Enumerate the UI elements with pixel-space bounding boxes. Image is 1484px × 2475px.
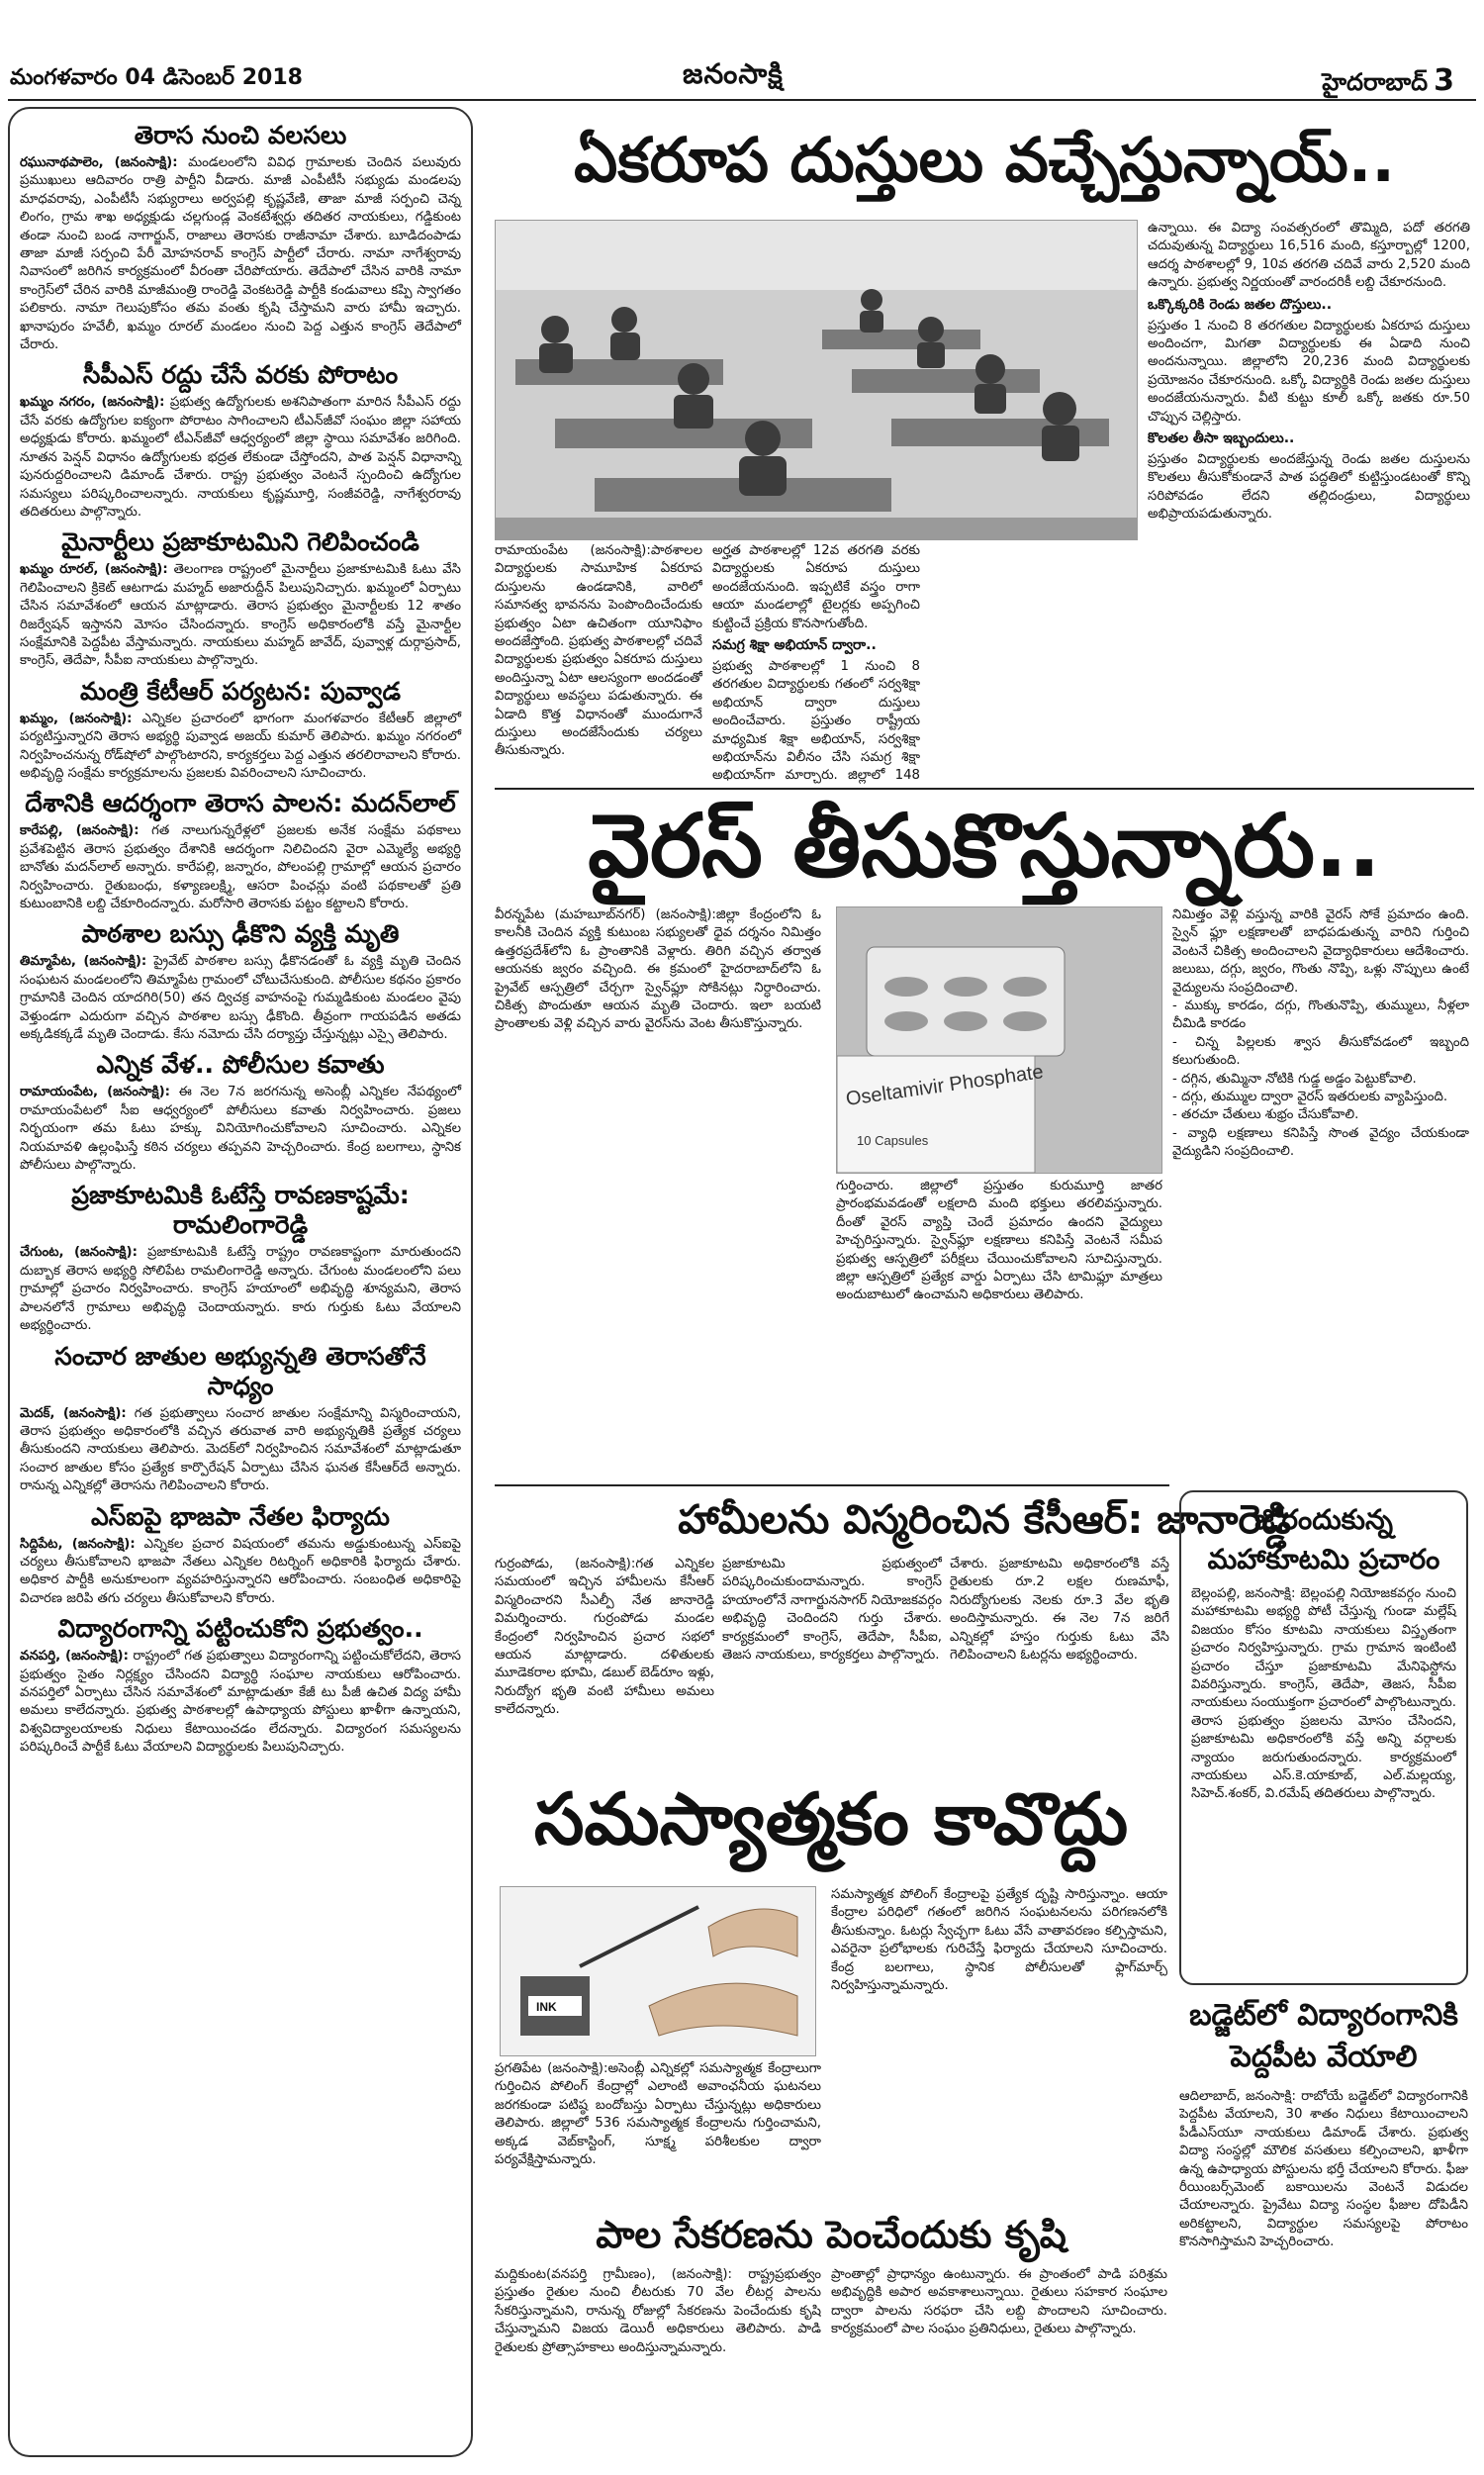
left-story bbox=[20, 789, 461, 913]
janareddy-col-2-text: ప్రజాకూటమి ప్రభుత్వంలో పరిష్కరించుకుందామన్నారు. కాంగ్రెస్ హయాంలోనే నాగార్జునసాగర్ నియోజకవర్గం అభివృద్ధి చెందిందని గుర్తు చేశారు. కార్యక్రమంలో కాంగ్రెస్, తెదేపా, సీపీఐ, తెజస నాయకులు, కార్యకర్తలు పాల్గొన్నారు. bbox=[722, 1557, 942, 1664]
left-story-headline: ఎస్ఐపై భాజపా నేతల ఫిర్యాదు bbox=[91, 1501, 390, 1531]
left-story-dateline: ఖమ్మం, (జనంసాక్షి): bbox=[20, 711, 133, 726]
divider-1 bbox=[495, 788, 1474, 790]
samasyatmakam-col-1-text: ప్రగతిపేట (జనంసాక్షి):అసెంబ్లీ ఎన్నికల్లో సమస్యాత్మక కేంద్రాలుగా గుర్తించిన పోలింగ్ కేంద్రాల్లో ఎలాంటి అవాంఛనీయ ఘటనలు జరగకుండా పటిష్ఠ బందోబస్తు ఏర్పాటు చేస్తున్నట్లు అధికారులు తెలిపారు. జిల్లాలో 536 సమస్యాత్మక కేంద్రాలను గుర్తించామని, అక్కడ వెబ్‌కాస్టింగ్, సూక్ష్మ పరిశీలకుల ద్వారా పర్యవేక్షిస్తామన్నారు. bbox=[495, 2061, 821, 2168]
left-story-dateline: ఖమ్మం రూరల్, (జనంసాక్షి): bbox=[20, 562, 168, 578]
left-story-text bbox=[20, 1405, 461, 1496]
left-story-body: తెలంగాణ రాష్ట్రంలో మైనార్టీలు ప్రజాకూటమికి ఓటు వేసి గెలిపించాలని క్రికెట్ ఆటగాడు మహ్మద్ అజారుద్దీన్ పిలుపునిచ్చారు. ఖమ్మంలో ఏర్పాటు చేసిన సమావేశంలో ఆయన మాట్లాడారు. తెరాస ప్రభుత్వం మైనార్టీలకు 12 శాతం రిజర్వేషన్ ఇస్తానని మోసం చేసిందన్నారు. కాంగ్రెస్ అధికారంలోకి వస్తే మైనార్టీల సంక్షేమానికి పెద్దపీట వేస్తామన్నారు. నాయకులు మహ్మద్ జావేద్, పువ్వాళ్ల దుర్గాప్రసాద్, కాంగ్రెస్, తెదేపా, సీపీఐ నాయకులు పాల్గొన్నారు. bbox=[20, 562, 461, 669]
virus-symptom-item: - వ్యాధి లక్షణాలు కనిపిస్తే సొంత వైద్యం చేయకుండా వైద్యుడిని సంప్రదించాలి. bbox=[1172, 1125, 1469, 1160]
left-story-headline: పాఠశాల బస్సు ఢీకొని వ్యక్తి మృతి bbox=[81, 919, 400, 949]
left-story-headline: తెరాస నుంచి వలసలు bbox=[134, 121, 347, 149]
issue-date: మంగళవారం 04 డిసెంబర్ 2018 bbox=[10, 65, 303, 90]
budget-col bbox=[1179, 2088, 1468, 2458]
drug-label: Oseltamivir Phosphate bbox=[844, 1061, 1045, 1110]
left-story-headline: సీపీఎస్ రద్దు చేసే వరకు పోరాటం bbox=[82, 360, 399, 390]
samasyatmakam-col-2 bbox=[831, 1886, 1167, 2205]
left-story-text bbox=[20, 1084, 461, 1175]
janareddy-col-3 bbox=[950, 1556, 1169, 1763]
milk-col-2-text: ప్రాంతాల్లో ప్రాధాన్యం ఉంటున్నారు. ఈ ప్రాంతంలో పాడి పరిశ్రమ అభివృద్ధికి అపార అవకాశాలున్నాయి. రైతులు సహకార సంఘాల ద్వారా పాలను సరఫరా చేసి లబ్ది పొందాలని సూచించారు. కార్యక్రమంలో పాల సంఘం ప్రతినిధులు, రైతులు పాల్గొన్నారు. bbox=[831, 2267, 1167, 2337]
virus-col-1-text: వీరన్నపేట (మహబూబ్‌నగర్) (జనంసాక్షి):జిల్లా కేంద్రంలోని ఓ కాలనీకి చెందిన వ్యక్తి కుటుంబ సభ్యులతో ధైవ దర్శనం నిమిత్తం ఉత్తరప్రదేశ్‌లోని ఓ ప్రాంతానికి వెళ్లారు. తిరిగి వచ్చిన తర్వాత ఆయనకు జ్వరం వచ్చింది. ఈ క్రమంలో హైదరాబాద్‌లోని ఓ ప్రైవేట్ ఆస్పత్రిలో చేర్చగా స్వైన్‌ఫ్లూ సోకినట్లు నిర్ధారించారు. చికిత్స పొందుతూ ఆయన మృతి చెందారు. ఇలా బయటి ప్రాంతాలకు వెళ్లి వచ్చిన వారు వైరస్‌ను వెంట తీసుకొస్తున్నారు. bbox=[495, 907, 821, 1032]
left-story-text bbox=[20, 822, 461, 913]
oseltamivir-capsules-photo bbox=[836, 906, 1162, 1174]
virus-symptom-list bbox=[1172, 998, 1469, 1162]
left-story bbox=[20, 1181, 461, 1335]
virus-col-3 bbox=[1172, 906, 1469, 1480]
masthead-divider bbox=[8, 99, 1476, 101]
left-story-body: రాష్ట్రంలో గత ప్రభుత్వాలు విద్యారంగాన్ని పట్టించుకోలేదని, తెరాస ప్రభుత్వం సైతం నిర్లక్ష్యం చేసిందని విద్యార్థి సంఘాల నాయకులు ఆరోపించారు. వనపర్తిలో ఏర్పాటు చేసిన సమావేశంలో మాట్లాడుతూ కేజీ టు పీజీ ఉచిత విద్య హామీ అమలు కాలేదన్నారు. ప్రభుత్వ పాఠశాలల్లో ఉపాధ్యాయ పోస్టులు ఖాళీగా ఉన్నాయని, విశ్వవిద్యాలయాలకు నిధులు కేటాయించడం లేదన్నారు. విద్యారంగ సమస్యలను పరిష్కరించే పార్టీకే ఓటు వేయాలని విద్యార్థులకు పిలుపునిచ్చారు. bbox=[20, 1649, 461, 1756]
uniforms-subhead-2: ఒక్కొక్కరికి రెండు జతల దొస్తులు.. bbox=[1148, 296, 1333, 313]
left-news-column bbox=[8, 107, 473, 2457]
milk-col-1 bbox=[495, 2266, 821, 2458]
divider-2 bbox=[495, 1484, 1169, 1486]
left-story-headline: విద్యారంగాన్ని పట్టించుకోని ప్రభుత్వం.. bbox=[57, 1614, 423, 1644]
left-story bbox=[20, 121, 461, 354]
budget-headline: బడ్జెట్‌లో విద్యారంగానికి పెద్దపీట వేయాలి bbox=[1189, 1998, 1458, 2074]
janareddy-col-2 bbox=[722, 1556, 942, 1763]
left-story-text bbox=[20, 711, 461, 784]
left-story-headline: మంత్రి కేటీఆర్ పర్యటన: పువ్వాడ bbox=[80, 676, 401, 706]
city-name: హైదరాబాద్ bbox=[1322, 68, 1429, 96]
mahakutami-text: బెల్లంపల్లి, జనంసాక్షి: బెల్లంపల్లి నియోజకవర్గం నుంచి మహాకూటమి అభ్యర్థి పోటీ చేస్తున్న గుండా మల్లేష్ విజయం కోసం కూటమి నాయకులు విస్తృతంగా ప్రచారం నిర్వహిస్తున్నారు. గ్రామ గ్రామాన ఇంటింటి ప్రచారం చేస్తూ ప్రజాకూటమి మేనిఫెస్టోను వివరిస్తున్నారు. కాంగ్రెస్, తెదేపా, తెజస, సీపీఐ నాయకులు సంయుక్తంగా ప్రచారంలో పాల్గొంటున్నారు. తెరాస ప్రభుత్వం ప్రజలను మోసం చేసిందని, ప్రజాకూటమి అధికారంలోకి వస్తే అన్ని వర్గాలకు న్యాయం జరుగుతుందన్నారు. కార్యక్రమంలో నాయకులు ఎస్.కె.యాకూబ్, ఎల్.మల్లయ్య, సిహెచ్.శంకర్, వి.రమేష్ తదితరులు పాల్గొన్నారు. bbox=[1191, 1586, 1456, 1802]
mahakutami-box bbox=[1179, 1490, 1468, 1985]
left-story bbox=[20, 677, 461, 784]
left-story-dateline: ఖమ్మం నగరం, (జనంసాక్షి): bbox=[20, 395, 165, 411]
virus-col-2-text: గుర్తించారు. జిల్లాలో ప్రస్తుతం కురుమూర్తి జాతర ప్రారంభమవడంతో లక్షలాది మంది భక్తులు తరలివస్తున్నారు. దీంతో వైరస్ వ్యాప్తి చెందే ప్రమాదం ఉందని వైద్యులు హెచ్చరిస్తున్నారు. స్వైన్‌ఫ్లూ లక్షణాలు కనిపిస్తే వెంటనే సమీప ప్రభుత్వ ఆస్పత్రిలో పరీక్షలు చేయించుకోవాలని సూచిస్తున్నారు. జిల్లా ఆస్పత్రిలో ప్రత్యేక వార్డు ఏర్పాటు చేసి టామిఫ్లూ మాత్రలు అందుబాటులో ఉంచామని అధికారులు తెలిపారు. bbox=[836, 1179, 1162, 1303]
virus-symptom-item: - తరచూ చేతులు శుభ్రం చేసుకోవాలి. bbox=[1172, 1107, 1359, 1123]
left-story-body: ఎన్నికల ప్రచారంలో భాగంగా మంగళవారం కేటీఆర్ జిల్లాలో పర్యటిస్తున్నారని తెరాస అభ్యర్థి పువ్వాడ అజయ్ కుమార్ తెలిపారు. ఖమ్మం నగరంలో నిర్వహించనున్న రోడ్‌షోలో పాల్గొంటారని, కార్యకర్తలు పెద్ద ఎత్తున తరలిరావాలని కోరారు. అభివృద్ధి సంక్షేమ కార్యక్రమాలను ప్రజలకు వివరించాలని సూచించారు. bbox=[20, 711, 461, 781]
left-story bbox=[20, 1050, 461, 1175]
classroom-students-photo bbox=[495, 220, 1138, 540]
milk-col-2 bbox=[831, 2266, 1167, 2458]
left-story bbox=[20, 1342, 461, 1496]
virus-headline: వైరస్ తీసుకొస్తున్నారు.. bbox=[588, 795, 1381, 897]
left-story-text bbox=[20, 154, 461, 354]
uniforms-col-3 bbox=[1148, 220, 1470, 784]
left-story-headline: మైనార్టీలు ప్రజాకూటమిని గెలిపించండి bbox=[61, 527, 419, 557]
left-story-text bbox=[20, 1244, 461, 1335]
uniforms-col-3c-text: ప్రస్తుతం విద్యార్థులకు అందజేస్తున్న రెండు జతల దుస్తులను కొలతలు తీసుకోకుండానే పాత పద్ధతిలో కుట్టిస్తుండటంతో కొన్ని సరిపోవడం లేదని తల్లిదండ్రులు, విద్యార్థులు అభిప్రాయపడుతున్నారు. bbox=[1148, 452, 1470, 523]
left-story-body: ప్రజాకూటమికి ఓటేస్తే రాష్ట్రం రావణకాష్టంగా మారుతుందని దుబ్బాక తెరాస అభ్యర్థి సోలిపేట రామలింగారెడ్డి అన్నారు. చేగుంట మండలంలోని పలు గ్రామాల్లో ప్రచారం నిర్వహించారు. కాంగ్రెస్ హయాంలో అభివృద్ధి శూన్యమని, తెరాస పాలనలోనే గ్రామాలు అభివృద్ధి చెందాయన్నారు. కారు గుర్తుకు ఓటు వేయాలని అభ్యర్థించారు. bbox=[20, 1245, 461, 1334]
left-story-dateline: వనపర్తి, (జనంసాక్షి): bbox=[20, 1649, 129, 1665]
left-story-text bbox=[20, 953, 461, 1044]
janareddy-col-1-text: గుర్రంపోడు, (జనంసాక్షి):గత ఎన్నికల సమయంలో ఇచ్చిన హామీలను కేసీఆర్ విస్మరించారని సీఎల్పీ నేత జానారెడ్డి విమర్శించారు. గుర్రంపోడు మండల కేంద్రంలో నిర్వహించిన ప్రచార సభలో ఆయన మాట్లాడారు. దళితులకు మూడెకరాల భూమి, డబుల్ బెడ్‌రూం ఇళ్లు, నిరుద్యోగ భృతి వంటి హామీలు అమలు కాలేదన్నారు. bbox=[495, 1557, 714, 1718]
left-story-body: గత నాలుగున్నరేళ్లలో ప్రజలకు అనేక సంక్షేమ పథకాలు ప్రవేశపెట్టిన తెరాస ప్రభుత్వం దేశానికి ఆదర్శంగా నిలిచిందని వైరా ఎమ్మెల్యే అభ్యర్థి బానోతు మదన్‌లాల్ అన్నారు. కారేపల్లి, జన్నారం, పోలంపల్లి గ్రామాల్లో ఆయన ప్రచారం నిర్వహించారు. రైతుబంధు, కళ్యాణలక్ష్మి, ఆసరా పింఛన్లు వంటి పథకాలతో ప్రతి కుటుంబానికి లబ్ది చేకూరిందన్నారు. మరోసారి తెరాసకు పట్టం కట్టాలని కోరారు. bbox=[20, 823, 462, 911]
samasyatmakam-headline: సమస్యాత్మకం కావొద్దు bbox=[533, 1777, 1129, 1860]
uniforms-subhead-3: కొలతల తీసా ఇబ్బందులు.. bbox=[1148, 430, 1295, 447]
left-story-body: ఎన్నికల ప్రచార విషయంలో తమను అడ్డుకుంటున్న ఎస్ఐపై చర్యలు తీసుకోవాలని భాజపా నేతలు ఎన్నికల రిటర్నింగ్ అధికారికి ఫిర్యాదు చేశారు. అధికార పార్టీకి అనుకూలంగా వ్యవహరిస్తున్నారని ఆరోపించారు. సంబంధిత అధికారిపై విచారణ జరిపి తగు చర్యలు తీసుకోవాలని కోరారు. bbox=[20, 1536, 462, 1606]
virus-col-2 bbox=[836, 1178, 1162, 1480]
ink-finger-voting-photo bbox=[500, 1886, 816, 2056]
left-story-headline: సంచార జాతుల అభ్యున్నతి తెరాసతోనే సాధ్యం bbox=[54, 1341, 426, 1400]
mahakutami-headline: జోరందుకున్న మహాకూటమి ప్రచారం bbox=[1207, 1503, 1440, 1575]
left-story-text bbox=[20, 1648, 461, 1757]
left-story bbox=[20, 919, 461, 1044]
uniforms-col-1 bbox=[495, 542, 702, 784]
left-story-dateline: కారేపల్లి, (జనంసాక్షి): bbox=[20, 823, 139, 839]
left-story-headline: ప్రజాకూటమికి ఓటేస్తే రావణకాష్టమే: రామలింగారెడ్డి bbox=[71, 1181, 410, 1240]
uniforms-col-3-text: ఉన్నాయి. ఈ విద్యా సంవత్సరంలో తొమ్మిది, పదో తరగతి చదువుతున్న విద్యార్థులు 16,516 మంది, కస్తూర్బాల్లో 1200, ఆదర్శ పాఠశాలల్లో 9, 10వ తరగతి చదివే వారు 2,520 మంది ఉన్నారు. ప్రభుత్వ నిర్ణయంతో వారందరికీ లబ్ది చేకూరనుంది. bbox=[1148, 221, 1470, 291]
uniforms-col-2 bbox=[712, 542, 920, 784]
milk-headline: పాల సేకరణను పెంచేందుకు కృషి bbox=[596, 2213, 1067, 2256]
virus-col-1 bbox=[495, 906, 821, 1480]
left-story-text bbox=[20, 1536, 461, 1609]
left-story-body: ప్రభుత్వ ఉద్యోగులకు అశనిపాతంగా మారిన సీపీఎస్ రద్దు చేసే వరకు ఉద్యోగుల ఐక్యంగా పోరాటం సాగించాలని టీఎన్‌జీవో సంఘం జిల్లా సహాయ అధ్యక్షుడు కోరారు. ఖమ్మంలో టీఎన్‌జీవో ఆధ్వర్యంలో జిల్లా స్థాయి సమావేశం జరిగింది. నూతన పెన్షన్ విధానం ఉద్యోగులకు భద్రత లేకుండా చేస్తోందని, పాత పెన్షన్ విధానాన్ని పునరుద్దరించాలని డిమాండ్ చేశారు. రాష్ట్ర ప్రభుత్వం వెంటనే స్పందించి ఉద్యోగుల సమస్యలు పరిష్కరించాలన్నారు. నాయకులు కృష్ణమూర్తి, సంజీవరెడ్డి, నాగేశ్వరరావు తదితరులు పాల్గొన్నారు. bbox=[20, 395, 461, 520]
edition-city bbox=[1322, 63, 1454, 102]
left-story-dateline: రఘునాథపాలెం, (జనంసాక్షి): bbox=[20, 155, 178, 170]
page-number: 3 bbox=[1434, 63, 1454, 98]
ink-label: INK bbox=[536, 2000, 557, 2014]
left-story bbox=[20, 1614, 461, 1757]
janareddy-col-3-text: చేశారు. ప్రజాకూటమి అధికారంలోకి వస్తే రైతులకు రూ.2 లక్షల రుణమాఫీ, నిరుద్యోగులకు నెలకు రూ.3 వేల భృతి అందిస్తామన్నారు. ఈ నెల 7న జరిగే ఎన్నికల్లో హస్తం గుర్తుకు ఓటు వేసి గెలిపించాలని ఓటర్లను అభ్యర్థించారు. bbox=[950, 1557, 1169, 1664]
left-story-dateline: రామాయంపేట, (జనంసాక్షి): bbox=[20, 1085, 170, 1100]
left-story bbox=[20, 1502, 461, 1609]
left-story-body: గత ప్రభుత్వాలు సంచార జాతుల సంక్షేమాన్ని విస్మరించాయని, తెరాస ప్రభుత్వం అధికారంలోకి వచ్చిన తరువాత వారి అభ్యున్నతికి ప్రత్యేక చర్యలు తీసుకుందని నాయకులు తెలిపారు. మెదక్‌లో నిర్వహించిన సమావేశంలో మాట్లాడుతూ సంచార జాతుల కోసం ప్రత్యేక కార్పొరేషన్ ఏర్పాటు చేసిన ఘనత కేసీఆర్‌దే అన్నారు. రానున్న ఎన్నికల్లో తెరాసను గెలిపించాలని కోరారు. bbox=[20, 1405, 461, 1494]
uniforms-col-3b-text: ప్రస్తుతం 1 నుంచి 8 తరగతుల విద్యార్థులకు ఏకరూప దుస్తులు అందించగా, మిగతా విద్యార్థులకు ఈ ఏడాది నుంచి అందనున్నాయి. జిల్లాలోని 20,236 మంది విద్యార్థులకు ప్రయోజనం చేకూరనుంది. ఒక్కో విద్యార్థికి రెండు జతల దుస్తులు అందజేయనున్నారు. వీటి కుట్టు కూలీ ఒక్కో జతకు రూ.50 చొప్పున చెల్లిస్తారు. bbox=[1148, 318, 1470, 425]
left-story-headline: దేశానికి ఆదర్శంగా తెరాస పాలన: మదన్‌లాల్ bbox=[25, 789, 456, 818]
newspaper-logo: జనంసాక్షి bbox=[683, 57, 784, 90]
uniforms-headline: ఏకరూప దుస్తులు వచ్చేస్తున్నాయ్.. bbox=[574, 124, 1395, 196]
left-story-body: ఈ నెల 7న జరగనున్న అసెంబ్లీ ఎన్నికల నేపథ్యంలో రామాయంపేటలో సీఐ ఆధ్వర్యంలో పోలీసులు కవాతు నిర్వహించారు. ప్రజలు నిర్భయంగా తమ ఓటు హక్కు వినియోగించుకోవాలని సూచించారు. ఎన్నికల నియమావళి ఉల్లంఘిస్తే కఠిన చర్యలు తప్పవని హెచ్చరించారు. కేంద్ర బలగాలు, స్థానిక పోలీసులు పాల్గొన్నారు. bbox=[20, 1085, 462, 1174]
left-story-text bbox=[20, 561, 461, 670]
samasyatmakam-col-1 bbox=[495, 2060, 821, 2205]
left-story bbox=[20, 527, 461, 670]
virus-symptom-item: - చిన్న పిల్లలకు శ్వాస తీసుకోవడంలో ఇబ్బంది కలుగుతుంది. bbox=[1172, 1034, 1469, 1069]
milk-col-1-text: మద్దికుంట(వనపర్తి గ్రామీణం), (జనంసాక్షి): రాష్ట్రప్రభుత్వం ప్రస్తుతం రైతుల నుంచి లీటరుకు 70 వేల లీటర్ల పాలను సేకరిస్తున్నామని, రానున్న రోజుల్లో సేకరణను పెంచేందుకు కృషి చేస్తున్నామని విజయ డెయిరీ అధికారులు తెలిపారు. పాడి రైతులకు ప్రోత్సాహకాలు అందిస్తున్నామన్నారు. bbox=[495, 2267, 821, 2355]
left-story-body: మండలంలోని వివిధ గ్రామాలకు చెందిన పలువురు ప్రముఖులు ఆదివారం రాత్రి పార్టీని వీడారు. మాజీ ఎంపీటీసీ సభ్యుడు మండలపు మాధవరావు, ఎంపీటీసీ సభ్యురాలు అర్వపల్లి కృష్ణవేణి, తాజా మాజీ సర్పంచి చెన్న లింగం, గ్రామ శాఖ అధ్యక్షుడు చల్లగుండ్ల వెంకటేశ్వర్లు తదితర నాయకులు, గడ్డికుంట తండా నుంచి బండ నాగార్జున్, రాజాలు తెరాసకు రాజీనామా చేశారు. బూడిదంపాడు తాజా మాజీ సర్పంచి పేరీ మోహనరావ్ కాంగ్రెస్ పార్టీలో చేరారు. నామా నాగేశ్వరావు నివాసంలో జరిగిన కార్యక్రమంలో వీరంతా చేరిపోయారు. తెదేపాలో చేసిన వారికి నామా కాంగ్రెస్‌లో చేరిన వారికి మాజీమంత్రి రాంరెడ్డి వెంకటరెడ్డి పార్టీకి కండువాలు కప్పి స్వాగతం పలికారు. నామా గెలుపుకోసం తమ వంతు కృషి చేస్తామని వారు హామీ ఇచ్చారు. ఖానాపురం హవేలీ, ఖమ్మం రూరల్ మండలం నుంచి పెద్ద ఎత్తున కాంగ్రెస్ తెదేపాలో చేరారు. bbox=[20, 155, 461, 353]
virus-symptom-item: - దగ్గు, తుమ్ముల ద్వారా వైరస్ ఇతరులకు వ్యాపిస్తుంది. bbox=[1172, 1090, 1448, 1105]
left-story-headline: ఎన్నిక వేళ.. పోలీసుల కవాతు bbox=[96, 1050, 385, 1080]
budget-text: ఆదిలాబాద్, జనంసాక్షి: రాబోయే బడ్జెట్‌లో విద్యారంగానికి పెద్దపీట వేయాలని, 30 శాతం నిధులు కేటాయించాలని పీడీఎస్‌యూ నాయకులు డిమాండ్ చేశారు. ప్రభుత్వ విద్యా సంస్థల్లో మౌలిక వసతులు కల్పించాలని, ఖాళీగా ఉన్న ఉపాధ్యాయ పోస్టులను భర్తీ చేయాలని కోరారు. ఫీజు రీయింబర్స్‌మెంట్ బకాయిలను వెంటనే విడుదల చేయాలన్నారు. ప్రైవేటు విద్యా సంస్థల ఫీజుల దోపిడీని అరికట్టాలని, విద్యార్థుల సమస్యలపై పోరాటం కొనసాగిస్తామని హెచ్చరించారు. bbox=[1179, 2089, 1468, 2250]
janareddy-headline: హామీలను విస్మరించిన కేసీఆర్: జానారెడ్డి bbox=[678, 1497, 1291, 1543]
virus-col-3-text: నిమిత్తం వెళ్లి వస్తున్న వారికి వైరస్ సోకే ప్రమాదం ఉంది. స్వైన్ ఫ్లూ లక్షణాలతో బాధపడుతున్న వారిని గుర్తించి వెంటనే చికిత్స అందించాలని వైద్యాధికారులు ఆదేశించారు. జలుబు, దగ్గు, జ్వరం, గొంతు నొప్పి, ఒళ్లు నొప్పులు ఉంటే వైద్యులను సంప్రదించాలి. bbox=[1172, 907, 1469, 996]
left-story-dateline: తిమ్మాపేట, (జనంసాక్షి): bbox=[20, 954, 147, 970]
uniforms-col-1-text: రామాయంపేట (జనంసాక్షి):పాఠశాలల విద్యార్థులకు సామూహిక ఏకరూప దుస్తులను ఉండడానికి, వారిలో సమానత్వ భావనను పెంపొందించేందుకు ప్రభుత్వం ఏటా ఉచితంగా యూనిఫాం అందజేస్తోంది. ప్రభుత్వ పాఠశాలల్లో చదివే విద్యార్థులకు ప్రభుత్వం ఏకరూప దుస్తులు అందిస్తున్నా ఏటా ఆలస్యంగా అందడంతో విద్యార్థులు అవస్థలు పడుతున్నారు. ఈ ఏడాది కొత్త విధానంతో ముందుగానే దుస్తులు అందజేసేందుకు చర్యలు తీసుకున్నారు. bbox=[495, 543, 702, 759]
left-story-dateline: సిద్దిపేట, (జనంసాక్షి): bbox=[20, 1536, 136, 1552]
janareddy-col-1 bbox=[495, 1556, 714, 1763]
uniforms-col-2-text: అర్హత పాఠశాలల్లో 12వ తరగతి వరకు విద్యార్థులకు ఏకరూప దుస్తులు అందజేయనుంది. ఇప్పటికే వస్త్రం రాగా ఆయా మండలాల్లో టైలర్లకు అప్పగించి కుట్టించే ప్రక్రియ కొనసాగుతోంది. bbox=[712, 543, 920, 631]
uniforms-subhead-1: సమగ్ర శిక్షా అభియాన్ ద్వారా.. bbox=[712, 637, 877, 654]
capsule-count-label: 10 Capsules bbox=[857, 1133, 929, 1148]
left-story-body: ప్రైవేట్ పాఠశాల బస్సు ఢీకొనడంతో ఓ వ్యక్తి మృతి చెందిన సంఘటన మండలంలోని తిమ్మాపేట గ్రామంలో చోటుచేసుకుంది. పోలీసుల కథనం ప్రకారం గ్రామానికి చెందిన యాదగిరి(50) తన ద్విచక్ర వాహనంపై గుమ్మడికుంట మండలం వైపు వెళ్తుండగా ఎదురుగా వచ్చిన పాఠశాల బస్సు ఢీకొంది. తీవ్రంగా గాయపడిన అతడు అక్కడికక్కడే మృతి చెందాడు. కేసు నమోదు చేసి దర్యాప్తు చేస్తున్నట్లు ఎస్సై తెలిపారు. bbox=[20, 954, 461, 1043]
left-story-dateline: చేగుంట, (జనంసాక్షి): bbox=[20, 1245, 138, 1261]
samasyatmakam-col-2-text: సమస్యాత్మక పోలింగ్ కేంద్రాలపై ప్రత్యేక దృష్టి సారిస్తున్నాం. ఆయా కేంద్రాల పరిధిలో గతంలో జరిగిన సంఘటనలను పరిగణనలోకి తీసుకున్నాం. ఓటర్లు స్వేచ్ఛగా ఓటు వేసే వాతావరణం కల్పిస్తామని, ఎవరైనా ప్రలోభాలకు గురిచేస్తే ఫిర్యాదు చేయాలని సూచించారు. కేంద్ర బలగాలు, స్థానిక పోలీసులతో ఫ్లాగ్‌మార్చ్ నిర్వహిస్తున్నామన్నారు. bbox=[831, 1887, 1167, 1994]
left-story-text bbox=[20, 394, 461, 522]
left-story bbox=[20, 360, 461, 522]
left-story-dateline: మెదక్, (జనంసాక్షి): bbox=[20, 1405, 127, 1421]
virus-symptom-item: - దగ్గిన, తుమ్మినా నోటికి గుడ్డ అడ్డం పెట్టుకోవాలి. bbox=[1172, 1071, 1417, 1087]
uniforms-col-2b-text: ప్రభుత్వ పాఠశాలల్లో 1 నుంచి 8 తరగతుల విద్యార్థులకు గతంలో సర్వశిక్షా అభియాన్ ద్వారా దుస్తులు అందించేవారు. ప్రస్తుతం రాష్ట్రీయ మాధ్యమిక శిక్షా అభియాన్, సర్వశిక్షా అభియాన్‌ను విలీనం చేసి సమగ్ర శిక్షా అభియాన్‌గా మార్చారు. జిల్లాలో 148 bbox=[712, 659, 920, 784]
virus-symptom-item: - ముక్కు కారడం, దగ్గు, గొంతునొప్పి, తుమ్ములు, నీళ్లలా చీమిడి కారడం bbox=[1172, 999, 1469, 1032]
